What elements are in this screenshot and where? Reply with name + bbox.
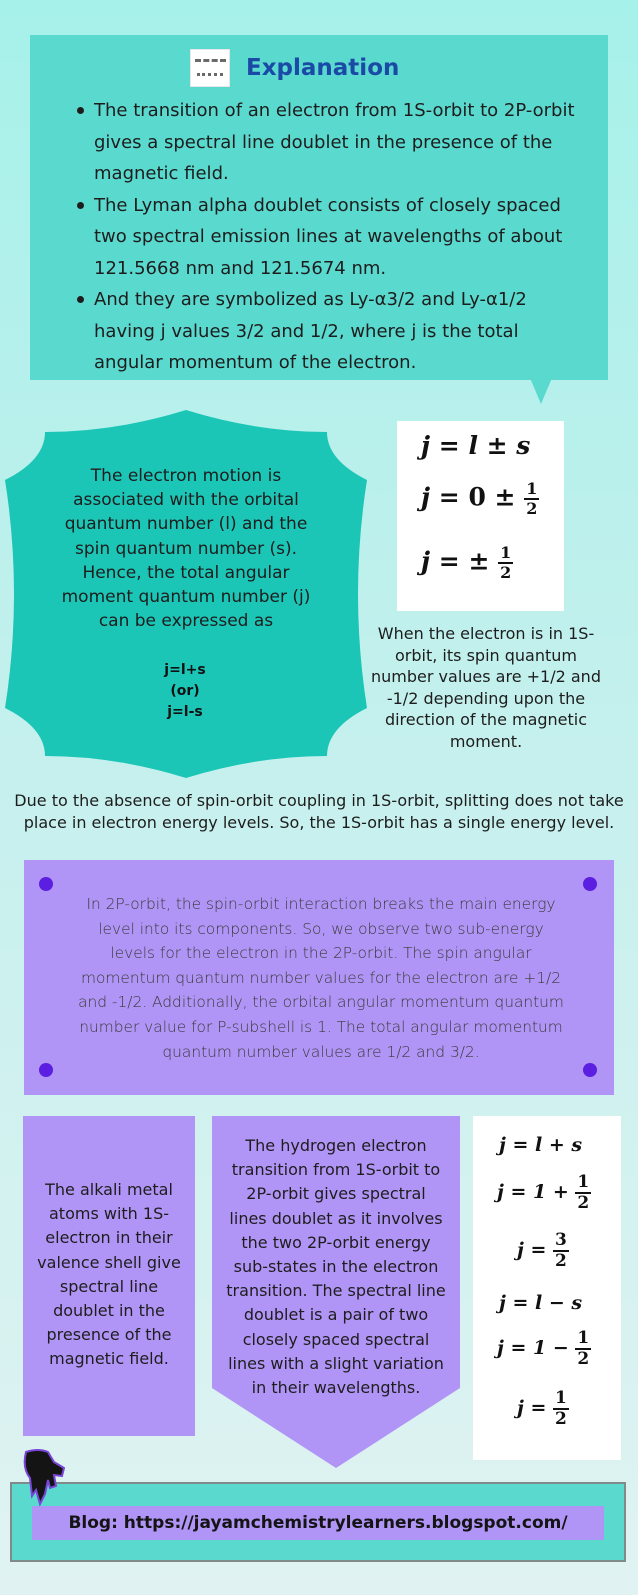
footer-bar [10, 1482, 626, 1562]
explanation-bullet-2: The Lyman alpha doublet consists of closely spaced two spectral emission lines at wavelengths of about 121.5668 nm and 121.5674 nm. [94, 190, 584, 285]
hydrogen-arrow-box [212, 1116, 460, 1468]
explanation-bullet-3: And they are symbolized as Ly-α3/2 and Ly-α1/2 having j values 3/2 and 1/2, where j is the total angular momentum of the electron. [94, 284, 584, 379]
eq-bottom-line-5: j = 1 − $\frac{1}{2}$ [497, 1328, 590, 1369]
explanation-callout [30, 35, 608, 380]
equation-box-top [397, 421, 564, 611]
corner-dot-tl [39, 877, 53, 891]
blog-link[interactable]: Blog: https://jayamchemistrylearners.blogspot.com/ [32, 1506, 604, 1540]
motion-scallop-box [5, 410, 367, 778]
document-icon [190, 49, 230, 87]
hydrogen-text: The hydrogen electron transition from 1S-orbit to 2P-orbit gives spectral lines doublet as it involves the two 2P-orbit energy sub-states in the electron transition. The spectral line doublet is a pair of two closely spaced spectral lines with a slight variation in their wavelengths. [226, 1136, 446, 1398]
explanation-header [190, 49, 399, 87]
explanation-list [94, 95, 584, 379]
eq-top-line-3: j = ± $\frac{1}{2}$ [421, 543, 512, 582]
alkali-box [23, 1116, 195, 1436]
eq-bottom-line-1: j = l + s [499, 1134, 583, 1156]
explanation-title: Explanation [246, 55, 400, 81]
eq-top-line-2: j = 0 ± $\frac{1}{2}$ [421, 479, 538, 518]
eq-bottom-line-4: j = l − s [499, 1292, 583, 1314]
motion-eq-diff: j=l-s [167, 704, 203, 720]
equation-box-bottom [473, 1116, 621, 1460]
eq-bottom-line-6: j = $\frac{1}{2}$ [517, 1388, 567, 1429]
pointing-hand-icon [20, 1448, 68, 1510]
eq-bottom-line-2: j = 1 + $\frac{1}{2}$ [497, 1172, 590, 1213]
explanation-bullet-1: The transition of an electron from 1S-orbit to 2P-orbit gives a spectral line doublet in the presence of the magnetic field. [94, 95, 584, 190]
eq-bottom-line-3: j = $\frac{3}{2}$ [517, 1230, 567, 1271]
eq-top-line-1: j = l ± s [421, 431, 531, 460]
motion-eq-or: (or) [170, 683, 200, 699]
p-orbit-box [24, 860, 614, 1095]
motion-text: The electron motion is associated with the orbital quantum number (l) and the spin quantum number (s). Hence, the total angular moment quantum number (j) can be expressed as [61, 466, 311, 632]
alkali-text: The alkali metal atoms with 1S-electron in their valence shell give spectral line doublet in the presence of the magnetic field. [37, 1180, 181, 1369]
callout-tail [530, 378, 552, 404]
corner-dot-tr [583, 877, 597, 891]
corner-dot-bl [39, 1063, 53, 1077]
orbit-note: When the electron is in 1S-orbit, its spin quantum number values are +1/2 and -1/2 depending upon the direction of the magnetic moment. [371, 624, 601, 751]
motion-eq-sum: j=l+s [164, 662, 206, 678]
absence-note: Due to the absence of spin-orbit coupling in 1S-orbit, splitting does not take place in electron energy levels. So, the 1S-orbit has a single energy level. [14, 791, 624, 832]
p-orbit-text: In 2P-orbit, the spin-orbit interaction breaks the main energy level into its components. So, we observe two sub-energy levels for the electron in the 2P-orbit. The spin angular momentum quantum number values for the electron are +1/2 and -1/2. Additionally, the orbital angular momentum quantum number value for P-subshell is 1. The total angular momentum quantum number values are 1/2 and 3/2. [78, 895, 564, 1061]
motion-equations [105, 660, 265, 723]
corner-dot-br [583, 1063, 597, 1077]
